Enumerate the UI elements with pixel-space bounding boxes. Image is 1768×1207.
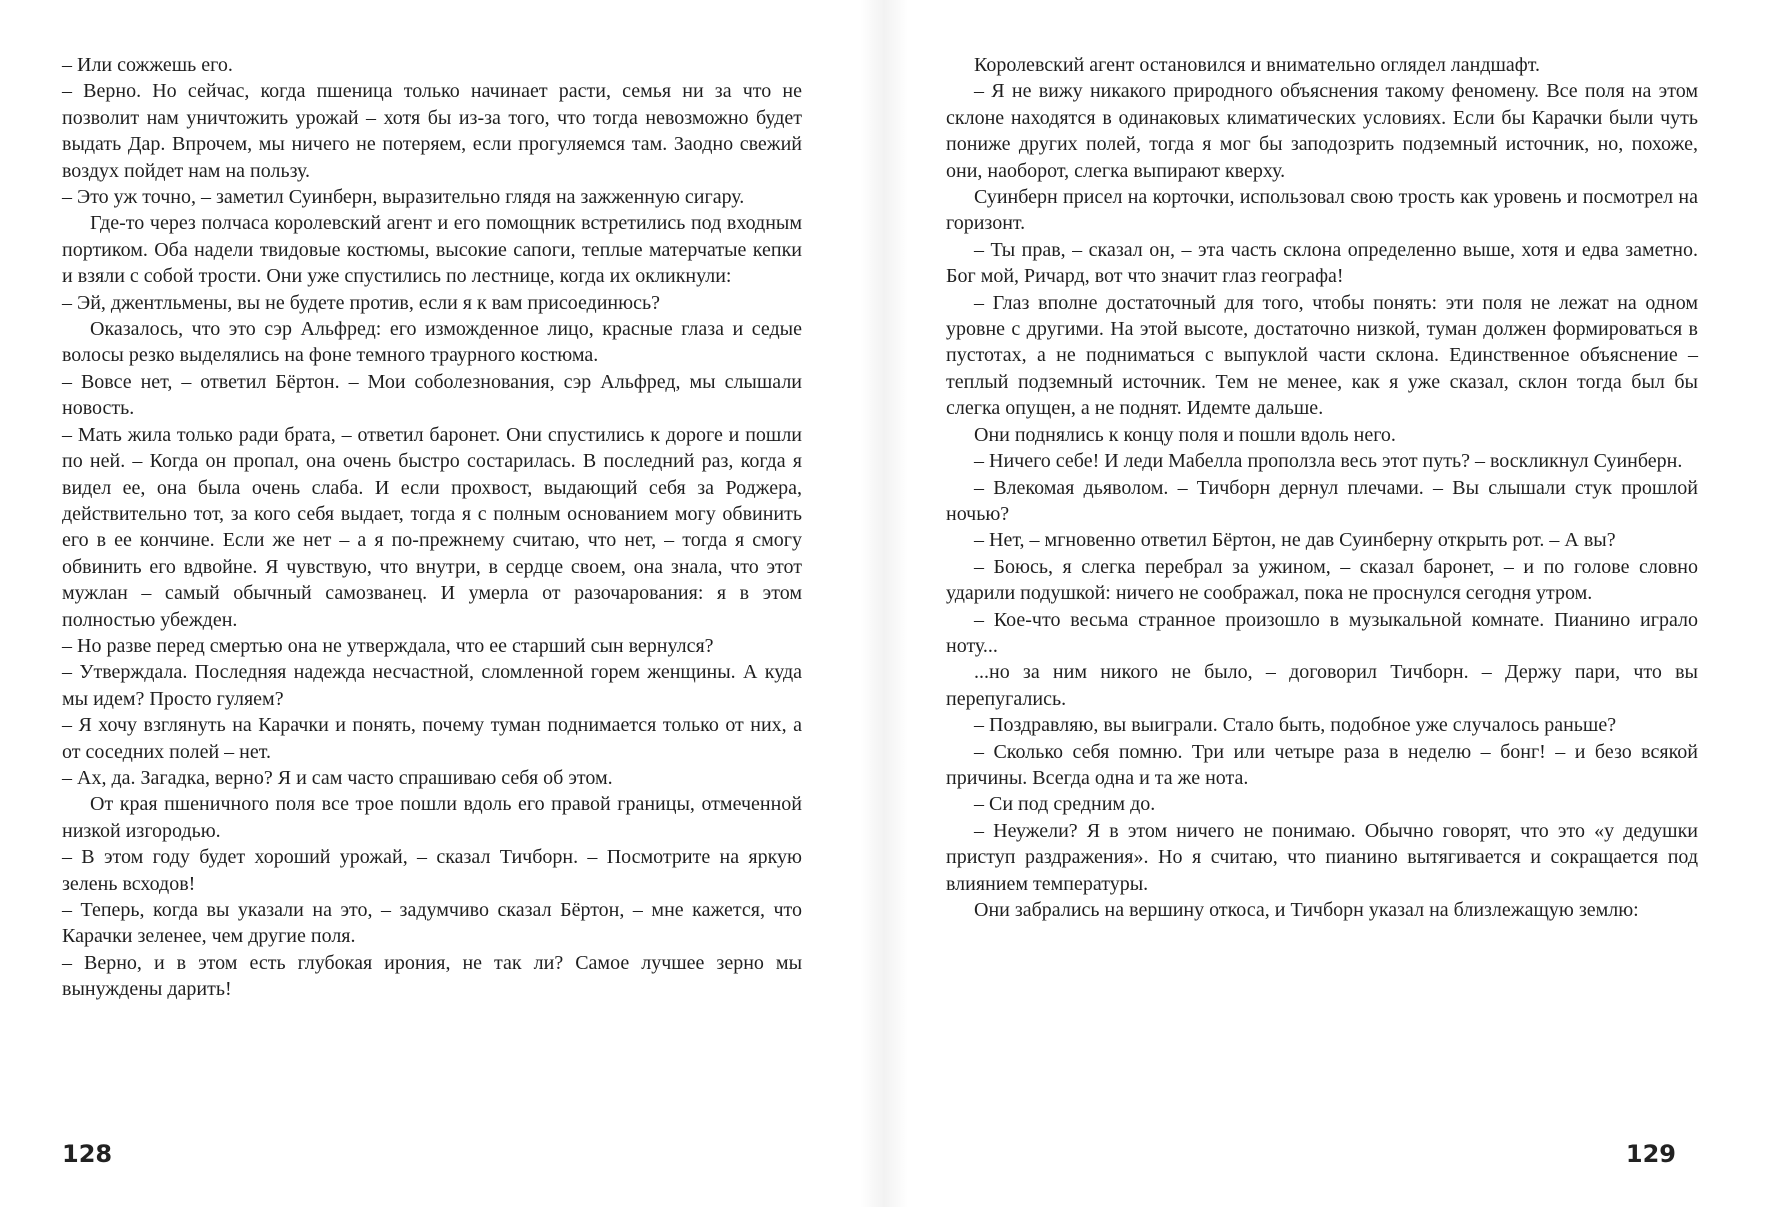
paragraph: Суинберн присел на корточки, использовал свою трость как уровень и посмотрел на горизонт. bbox=[946, 186, 1698, 235]
paragraph: – Верно. Но сейчас, когда пшеница только начинает расти, семья ни за что не позволит нам уничтожить урожай – хотя бы из-за того, что тогда невозможно будет выдать Дар. Впрочем, мы ничего не потеряем, если прогуляемся там. Заодно свежий воздух пойдет нам на пользу. bbox=[62, 80, 802, 182]
right-page bbox=[884, 0, 1768, 1207]
paragraph: – Поздравляю, вы выиграли. Стало быть, подобное уже случалось раньше? bbox=[974, 714, 1617, 737]
paragraph: – В этом году будет хороший урожай, – сказал Тичборн. – Посмотрите на яркую зелень всходов! bbox=[62, 846, 802, 895]
paragraph: – Глаз вполне достаточный для того, чтобы понять: эти поля не лежат на одном уровне с другими. На этой высоте, достаточно низкой, туман должен формироваться в пустотах, а не подниматься с выпуклой части склона. Единственное объяснение – теплый подземный источник. Тем не менее, как я уже сказал, склон тогда был бы слегка опущен, а не поднят. Идемте дальше. bbox=[946, 291, 1698, 420]
right-page-text bbox=[946, 52, 1698, 923]
paragraph: – Ты прав, – сказал он, – эта часть склона определенно выше, хотя и едва заметно. Бог мой, Ричард, вот что значит глаз географа! bbox=[946, 238, 1698, 288]
paragraph: – Неужели? Я в этом ничего не понимаю. Обычно говорят, что это «у дедушки приступ раздражения». Но я считаю, что пианино вытягивается и сокращается под влиянием температуры. bbox=[946, 819, 1698, 895]
paragraph: – Я хочу взглянуть на Карачки и понять, почему туман поднимается только от них, а от соседних полей – нет. bbox=[62, 714, 802, 763]
paragraph: – Сколько себя помню. Три или четыре раза в неделю – бонг! – и безо всякой причины. Всегда одна и та же нота. bbox=[946, 740, 1698, 789]
paragraph: – Утверждала. Последняя надежда несчастной, сломленной горем женщины. А куда мы идем? Просто гуляем? bbox=[62, 661, 802, 710]
paragraph: – Я не вижу никакого природного объяснения такому феномену. Все поля на этом склоне находятся в одинаковых климатических условиях. Если бы Карачки были чуть пониже других полей, тогда я мог бы заподозрить подземный источник, но, похоже, они, наоборот, слегка выпирают кверху. bbox=[946, 80, 1698, 182]
paragraph: – Теперь, когда вы указали на это, – задумчиво сказал Бёртон, – мне кажется, что Карачки зеленее, чем другие поля. bbox=[62, 899, 802, 948]
paragraph: Они поднялись к концу поля и пошли вдоль него. bbox=[974, 423, 1396, 446]
paragraph: Оказалось, что это сэр Альфред: его изможденное лицо, красные глаза и седые волосы резко выделялись на фоне темного траурного костюма. bbox=[62, 318, 802, 367]
left-page-text bbox=[62, 52, 802, 1003]
paragraph: От края пшеничного поля все трое пошли вдоль его правой границы, отмеченной низкой изгородью. bbox=[62, 793, 802, 842]
paragraph: Где-то через полчаса королевский агент и его помощник встретились под входным портиком. Оба надели твидовые костюмы, высокие сапоги, теплые матерчатые кепки и взяли с собой трости. Они уже спустились по лестнице, когда их окликнули: bbox=[62, 212, 802, 288]
paragraph: Они забрались на вершину откоса, и Тичборн указал на близлежащую землю: bbox=[974, 899, 1639, 921]
paragraph: – Или сожжешь его. bbox=[62, 54, 233, 76]
paragraph: Королевский агент остановился и внимательно оглядел ландшафт. bbox=[974, 54, 1541, 76]
paragraph: – Ничего себе! И леди Мабелла проползла весь этот путь? – воскликнул Суинберн. bbox=[974, 450, 1683, 473]
paragraph: – Это уж точно, – заметил Суинберн, выразительно глядя на зажженную сигару. bbox=[62, 186, 745, 209]
paragraph: ...но за ним никого не было, – договорил Тичборн. – Держу пари, что вы перепугались. bbox=[946, 661, 1698, 710]
paragraph: – Си под средним до. bbox=[974, 793, 1156, 816]
paragraph: – Эй, джентльмены, вы не будете против, если я к вам присоединюсь? bbox=[62, 291, 660, 314]
paragraph: – Влекомая дьяволом. – Тичборн дернул плечами. – Вы слышали стук прошлой ночью? bbox=[946, 476, 1698, 525]
paragraph: – Мать жила только ради брата, – ответил баронет. Они спустились к дороге и пошли по ней. – Когда он пропал, она очень быстро состарилась. В последний раз, когда я видел ее, она была очень слаба. И если прохвост, выдающий себя за Роджера, действительно тот, за кого себя выдает, тогда я с полным основанием могу обвинить его в ее кончине. Если же нет – а я по-прежнему считаю, что нет, – тогда я смогу обвинить его вдвойне. Я чувствую, что внутри, в сердце своем, она знала, что этот мужлан – самый обычный самозванец. И умерла от разочарования: я в этом полностью убежден. bbox=[62, 423, 802, 631]
paragraph: – Верно, и в этом есть глубокая ирония, не так ли? Самое лучшее зерно мы вынуждены дарить! bbox=[62, 951, 802, 1001]
paragraph: – Нет, – мгновенно ответил Бёртон, не дав Суинберну открыть рот. – А вы? bbox=[974, 529, 1616, 552]
paragraph: – Кое-что весьма странное произошло в музыкальной комнате. Пианино играло ноту... bbox=[946, 608, 1698, 657]
paragraph: – Вовсе нет, – ответил Бёртон. – Мои соболезнования, сэр Альфред, мы слышали новость. bbox=[62, 370, 802, 420]
paragraph: – Но разве перед смертью она не утверждала, что ее старший сын вернулся? bbox=[62, 634, 714, 657]
page-number: 128 bbox=[62, 1140, 113, 1168]
paragraph: – Боюсь, я слегка перебрал за ужином, – сказал баронет, – и по голове словно ударили подушкой: ничего не соображал, пока не проснулся сегодня утром. bbox=[946, 555, 1698, 605]
paragraph: – Ах, да. Загадка, верно? Я и сам часто спрашиваю себя об этом. bbox=[62, 766, 613, 789]
page-number: 129 bbox=[1625, 1140, 1676, 1168]
